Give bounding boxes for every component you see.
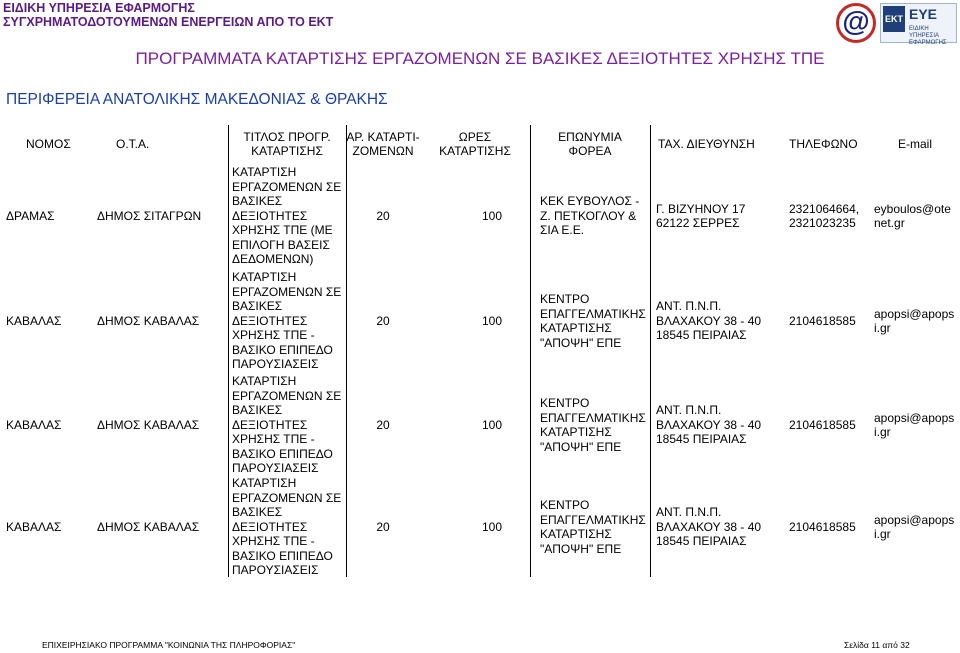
eye-logo-subtitle: ΕΙΔΙΚΗ ΥΠΗΡΕΣΙΑ ΕΦΑΡΜΟΓΗΣ xyxy=(909,26,947,46)
table-cell-email: apopsi@apops i.gr xyxy=(874,410,955,439)
footer-page-number: Σελίδα 11 από 32 xyxy=(844,640,910,650)
table-cell-phone: 2104618585 xyxy=(789,519,856,534)
footer-program: ΕΠΙΧΕΙΡΗΣΙΑΚΟ ΠΡΟΓΡΑΜΜΑ "ΚΟΙΝΩΝΙΑ ΤΗΣ ΠΛΗΡΟΦΟΡΙΑΣ" xyxy=(42,640,296,650)
table-column-border xyxy=(228,125,229,577)
eye-logo xyxy=(880,3,957,46)
table-cell-address: ΑΝΤ. Π.Ν.Π. ΒΛΑΧΑΚΟΥ 38 - 40 18545 ΠΕΙΡΑΙΑΣ xyxy=(656,403,762,447)
table-cell-phone: 2104618585 xyxy=(789,313,856,328)
table-cell-foreas: ΚΕΚ ΕΥΒΟΥΛΟΣ - Ζ. ΠΕΤΚΟΓΛΟΥ & ΣΙΑ Ε.Ε. xyxy=(540,194,640,238)
document-title: ΠΡΟΓΡΑΜΜΑΤΑ ΚΑΤΑΡΤΙΣΗΣ ΕΡΓΑΖΟΜΕΝΩΝ ΣΕ ΒΑΣΙΚΕΣ ΔΕΞΙΟΤΗΤΕΣ ΧΡΗΣΗΣ ΤΠΕ xyxy=(135,49,825,68)
table-cell-titlos: ΚΑΤΑΡΤΙΣΗ ΕΡΓΑΖΟΜΕΝΩΝ ΣΕ ΒΑΣΙΚΕΣ ΔΕΞΙΟΤΗΤΕΣ ΧΡΗΣΗΣ ΤΠΕ - ΒΑΣΙΚΟ ΕΠΙΠΕΔΟ ΠΑΡΟΥΣΙΑΣΕΙΣ xyxy=(232,270,342,372)
agency-header-line1: ΕΙΔΙΚΗ ΥΠΗΡΕΣΙΑ ΕΦΑΡΜΟΓΗΣ xyxy=(3,1,195,15)
table-cell-address: Γ. ΒΙΖΥΗΝΟΥ 17 62122 ΣΕΡΡΕΣ xyxy=(656,201,746,230)
table-cell-ota: ΔΗΜΟΣ ΚΑΒΑΛΑΣ xyxy=(97,313,200,328)
table-cell-nomos: ΚΑΒΑΛΑΣ xyxy=(6,313,62,328)
table-cell-nomos: ΚΑΒΑΛΑΣ xyxy=(6,519,62,534)
table-cell-foreas: ΚΕΝΤΡΟ ΕΠΑΓΓΕΛΜΑΤΙΚΗΣ ΚΑΤΑΡΤΙΣΗΣ "ΑΠΟΨΗ" ΕΠΕ xyxy=(540,498,646,556)
information-society-logo: @ xyxy=(836,3,876,43)
agency-header-line2: ΣΥΓΧΡΗΜΑΤΟΔΟΤΟΥΜΕΝΩΝ ΕΝΕΡΓΕΙΩΝ ΑΠΟ ΤΟ ΕΚΤ xyxy=(3,15,334,29)
table-cell-email: eyboulos@ote net.gr xyxy=(874,201,951,230)
column-header-titlos: ΤΙΤΛΟΣ ΠΡΟΓΡ. ΚΑΤΑΡΤΙΣΗΣ xyxy=(243,129,331,158)
table-cell-address: ΑΝΤ. Π.Ν.Π. ΒΛΑΧΑΚΟΥ 38 - 40 18545 ΠΕΙΡΑΙΑΣ xyxy=(656,505,762,549)
table-cell-titlos: ΚΑΤΑΡΤΙΣΗ ΕΡΓΑΖΟΜΕΝΩΝ ΣΕ ΒΑΣΙΚΕΣ ΔΕΞΙΟΤΗΤΕΣ ΧΡΗΣΗΣ ΤΠΕ - ΒΑΣΙΚΟ ΕΠΙΠΕΔΟ ΠΑΡΟΥΣΙΑΣΕΙΣ xyxy=(232,374,342,476)
column-header-foreas: ΕΠΩΝΥΜΙΑ ΦΟΡΕΑ xyxy=(558,129,622,158)
column-header-nomos: ΝΟΜΟΣ xyxy=(26,136,71,151)
table-cell-ota: ΔΗΜΟΣ ΣΙΤΑΓΡΩΝ xyxy=(97,208,202,223)
table-cell-foreas: ΚΕΝΤΡΟ ΕΠΑΓΓΕΛΜΑΤΙΚΗΣ ΚΑΤΑΡΤΙΣΗΣ "ΑΠΟΨΗ" ΕΠΕ xyxy=(540,396,646,454)
table-cell-ar: 20 xyxy=(376,417,390,432)
region-heading: ΠΕΡΙΦΕΡΕΙΑ ΑΝΑΤΟΛΙΚΗΣ ΜΑΚΕΔΟΝΙΑΣ & ΘΡΑΚΗΣ xyxy=(6,91,388,108)
table-cell-phone: 2104618585 xyxy=(789,417,856,432)
column-header-ar: ΑΡ. ΚΑΤΑΡΤΙ- ΖΟΜΕΝΩΝ xyxy=(346,129,420,158)
table-cell-hours: 100 xyxy=(481,417,502,432)
table-cell-hours: 100 xyxy=(481,519,502,534)
table-column-border xyxy=(650,125,651,577)
table-cell-foreas: ΚΕΝΤΡΟ ΕΠΑΓΓΕΛΜΑΤΙΚΗΣ ΚΑΤΑΡΤΙΣΗΣ "ΑΠΟΨΗ" ΕΠΕ xyxy=(540,292,646,350)
table-cell-ota: ΔΗΜΟΣ ΚΑΒΑΛΑΣ xyxy=(97,519,200,534)
table-cell-hours: 100 xyxy=(481,208,502,223)
table-cell-hours: 100 xyxy=(481,313,502,328)
programs-table xyxy=(0,125,960,577)
table-cell-ar: 20 xyxy=(376,519,390,534)
table-cell-nomos: ΔΡΑΜΑΣ xyxy=(6,208,55,223)
table-cell-email: apopsi@apops i.gr xyxy=(874,512,955,541)
column-header-phone: ΤΗΛΕΦΩΝΟ xyxy=(789,136,858,151)
table-cell-email: apopsi@apops i.gr xyxy=(874,306,955,335)
table-cell-address: ΑΝΤ. Π.Ν.Π. ΒΛΑΧΑΚΟΥ 38 - 40 18545 ΠΕΙΡΑΙΑΣ xyxy=(656,299,762,343)
table-cell-ar: 20 xyxy=(376,208,390,223)
column-header-address: ΤΑΧ. ΔΙΕΥΘΥΝΣΗ xyxy=(658,136,755,151)
table-column-border xyxy=(530,125,531,577)
table-cell-nomos: ΚΑΒΑΛΑΣ xyxy=(6,417,62,432)
table-cell-titlos: ΚΑΤΑΡΤΙΣΗ ΕΡΓΑΖΟΜΕΝΩΝ ΣΕ ΒΑΣΙΚΕΣ ΔΕΞΙΟΤΗΤΕΣ ΧΡΗΣΗΣ ΤΠΕ (ΜΕ ΕΠΙΛΟΓΗ ΒΑΣΕΙΣ ΔΕΔΟΜΕΝΩΝ) xyxy=(232,165,342,267)
agency-header xyxy=(3,1,333,29)
table-cell-titlos: ΚΑΤΑΡΤΙΣΗ ΕΡΓΑΖΟΜΕΝΩΝ ΣΕ ΒΑΣΙΚΕΣ ΔΕΞΙΟΤΗΤΕΣ ΧΡΗΣΗΣ ΤΠΕ - ΒΑΣΙΚΟ ΕΠΙΠΕΔΟ ΠΑΡΟΥΣΙΑΣΕΙΣ xyxy=(232,476,342,578)
column-header-hours: ΩΡΕΣ ΚΑΤΑΡΤΙΣΗΣ xyxy=(439,129,511,158)
column-header-email: E-mail xyxy=(898,136,933,151)
table-cell-phone: 2321064664, 2321023235 xyxy=(789,201,860,230)
ekt-logo-text: ΕΚΤ xyxy=(883,6,905,32)
table-cell-ar: 20 xyxy=(376,313,390,328)
column-header-ota: Ο.Τ.Α. xyxy=(116,136,150,151)
table-cell-ota: ΔΗΜΟΣ ΚΑΒΑΛΑΣ xyxy=(97,417,200,432)
eye-logo-text: ΕΥΕ xyxy=(909,6,938,22)
